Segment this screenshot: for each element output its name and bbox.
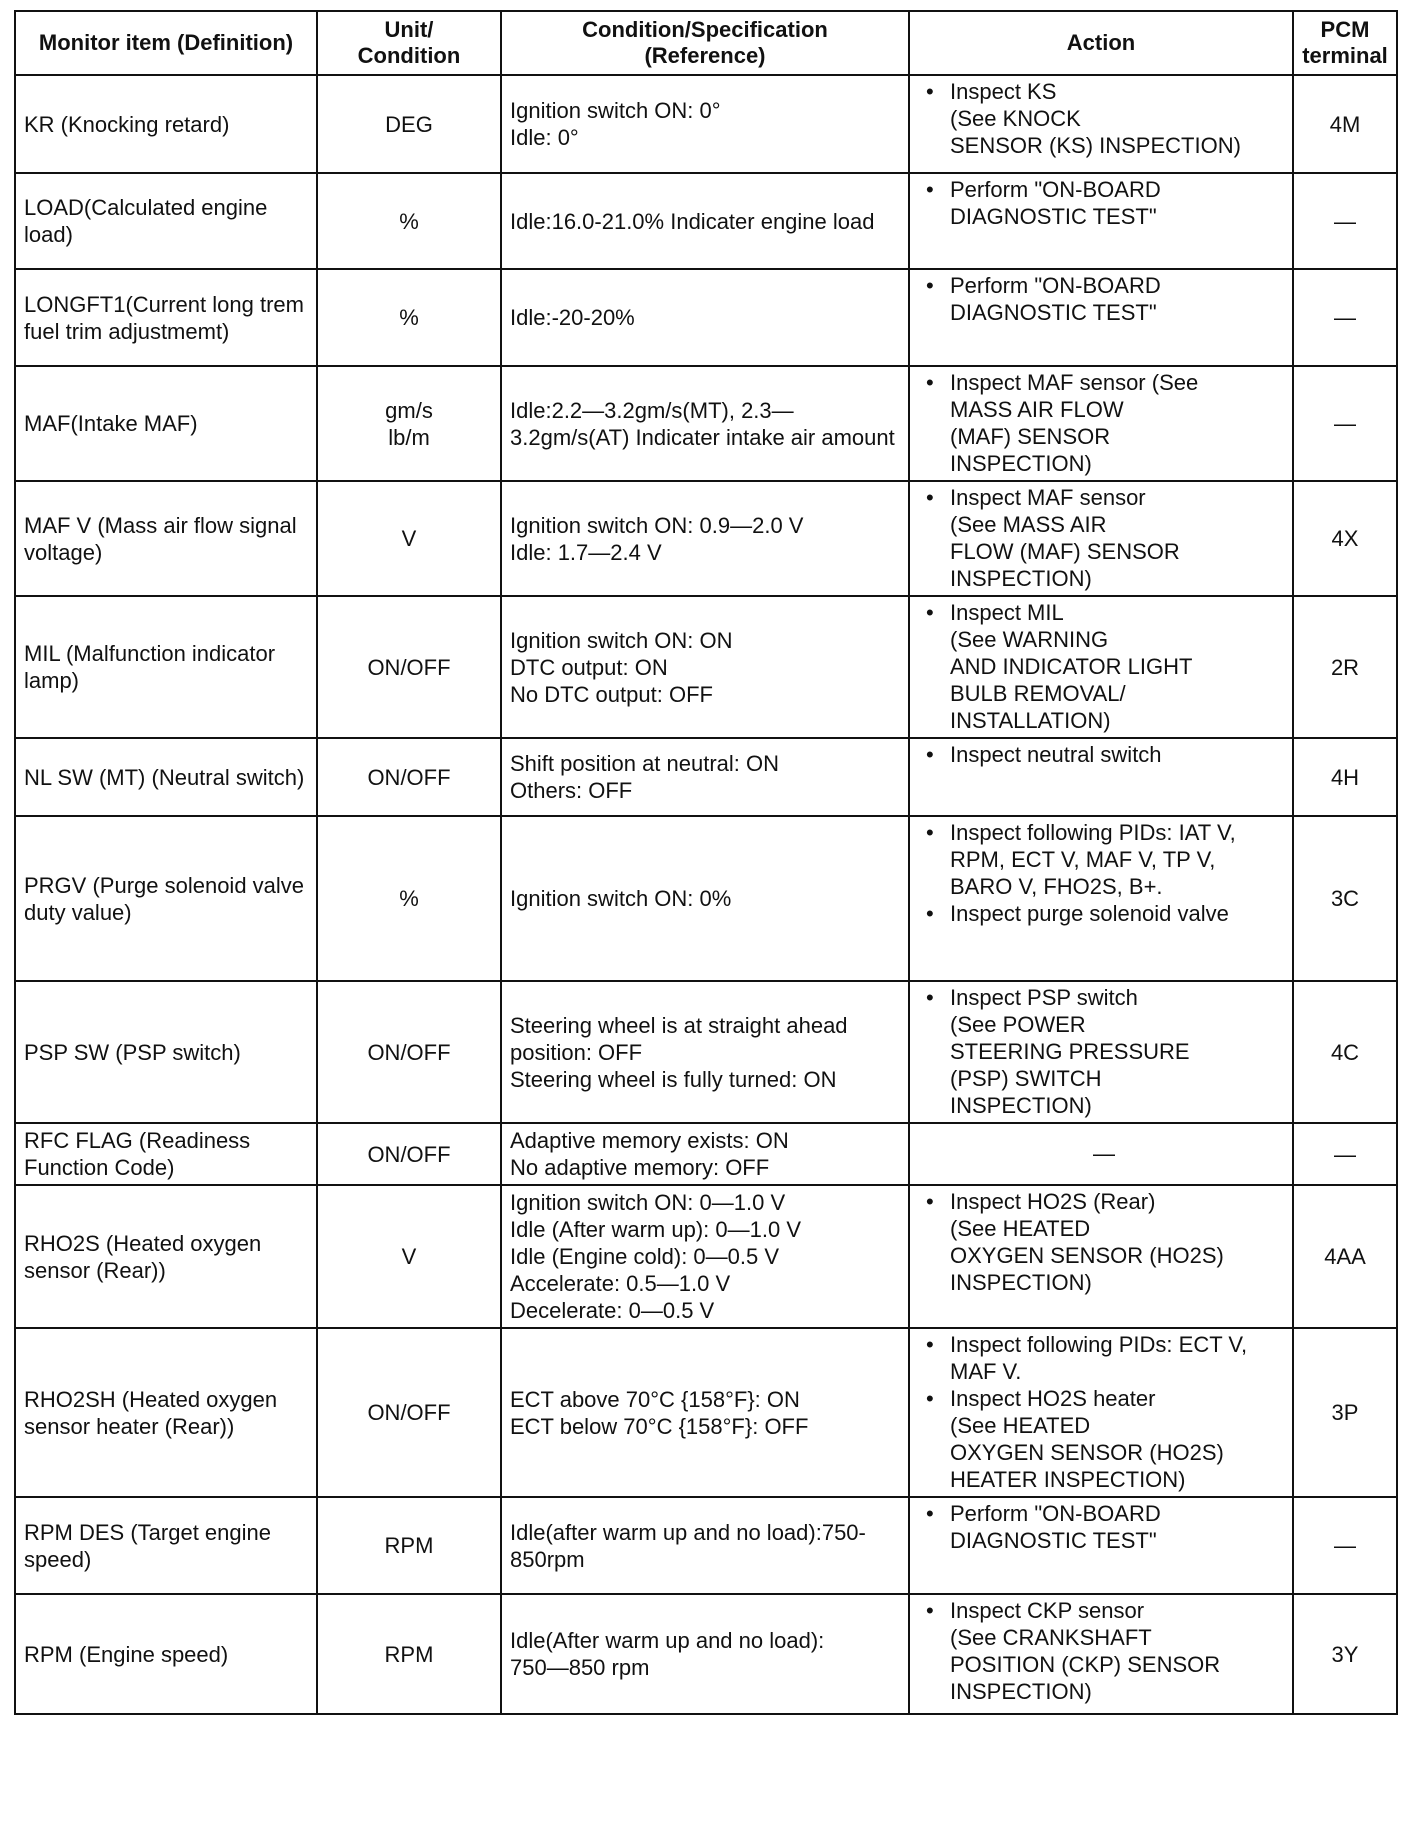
condition-cell: Ignition switch ON: 0° Idle: 0°	[501, 75, 909, 173]
action-cell	[909, 816, 1293, 981]
action-cell	[909, 1185, 1293, 1328]
condition-cell: Idle(After warm up and no load): 750—850 rpm	[501, 1594, 909, 1714]
monitor-item-cell: LONGFT1(Current long trem fuel trim adjustmemt)	[15, 269, 317, 366]
action-list	[924, 369, 1284, 477]
unit-cell: %	[317, 269, 501, 366]
action-list	[924, 272, 1284, 326]
condition-cell: Idle:2.2—3.2gm/s(MT), 2.3—3.2gm/s(AT) Indicater intake air amount	[501, 366, 909, 481]
header-unit-condition: Unit/ Condition	[317, 11, 501, 75]
table-row	[15, 269, 1397, 366]
pcm-terminal-cell: —	[1293, 1497, 1397, 1594]
table-row	[15, 738, 1397, 816]
action-cell	[909, 738, 1293, 816]
pcm-terminal-cell: 2R	[1293, 596, 1397, 738]
condition-cell: ECT above 70°C {158°F}: ON ECT below 70°C {158°F}: OFF	[501, 1328, 909, 1497]
monitor-item-cell: MAF(Intake MAF)	[15, 366, 317, 481]
action-list	[924, 1188, 1284, 1296]
table-row	[15, 596, 1397, 738]
unit-cell: DEG	[317, 75, 501, 173]
action-list-item: • Inspect purge solenoid valve	[924, 900, 1284, 927]
action-cell	[909, 981, 1293, 1123]
action-list-item: • Inspect MIL (See WARNING AND INDICATOR LIGHT BULB REMOVAL/ INSTALLATION)	[924, 599, 1284, 734]
monitor-item-cell: RPM (Engine speed)	[15, 1594, 317, 1714]
pcm-terminal-cell: 3P	[1293, 1328, 1397, 1497]
pcm-terminal-cell: 4X	[1293, 481, 1397, 596]
unit-cell: ON/OFF	[317, 1328, 501, 1497]
pcm-terminal-cell: 4C	[1293, 981, 1397, 1123]
action-list	[924, 176, 1284, 230]
condition-cell: Idle:-20-20%	[501, 269, 909, 366]
action-list	[924, 1331, 1284, 1493]
action-list-item: • Inspect following PIDs: ECT V, MAF V.	[924, 1331, 1284, 1385]
table-row	[15, 1185, 1397, 1328]
header-condition-specification: Condition/Specification (Reference)	[501, 11, 909, 75]
pcm-terminal-cell: —	[1293, 1123, 1397, 1185]
action-list-item: • Inspect HO2S (Rear) (See HEATED OXYGEN SENSOR (HO2S) INSPECTION)	[924, 1188, 1284, 1296]
monitor-item-cell: RPM DES (Target engine speed)	[15, 1497, 317, 1594]
action-list	[924, 599, 1284, 734]
unit-cell: V	[317, 1185, 501, 1328]
table-row	[15, 481, 1397, 596]
table-header-row	[15, 11, 1397, 75]
action-list-item: • Inspect MAF sensor (See MASS AIR FLOW (MAF) SENSOR INSPECTION)	[924, 484, 1284, 592]
action-cell	[909, 75, 1293, 173]
condition-cell: Ignition switch ON: 0—1.0 V Idle (After warm up): 0—1.0 V Idle (Engine cold): 0—0.5 V Accelerate: 0.5—1.0 V Decelerate: 0—0.5 V	[501, 1185, 909, 1328]
monitor-item-cell: KR (Knocking retard)	[15, 75, 317, 173]
action-list-item: • Perform "ON-BOARD DIAGNOSTIC TEST"	[924, 272, 1284, 326]
pcm-terminal-cell: 4AA	[1293, 1185, 1397, 1328]
table-row	[15, 173, 1397, 269]
table-row	[15, 1497, 1397, 1594]
monitor-item-cell: MIL (Malfunction indicator lamp)	[15, 596, 317, 738]
header-pcm-terminal: PCM terminal	[1293, 11, 1397, 75]
condition-cell: Shift position at neutral: ON Others: OFF	[501, 738, 909, 816]
condition-cell: Idle(after warm up and no load):750-850rpm	[501, 1497, 909, 1594]
action-list-item: • Perform "ON-BOARD DIAGNOSTIC TEST"	[924, 176, 1284, 230]
condition-cell: Adaptive memory exists: ON No adaptive memory: OFF	[501, 1123, 909, 1185]
condition-cell: Ignition switch ON: 0.9—2.0 V Idle: 1.7—2.4 V	[501, 481, 909, 596]
monitor-item-cell: PRGV (Purge solenoid valve duty value)	[15, 816, 317, 981]
condition-cell: Ignition switch ON: ON DTC output: ON No DTC output: OFF	[501, 596, 909, 738]
action-cell	[909, 1594, 1293, 1714]
action-list-item: • Inspect CKP sensor (See CRANKSHAFT POSITION (CKP) SENSOR INSPECTION)	[924, 1597, 1284, 1705]
table-body	[15, 75, 1397, 1714]
unit-cell: ON/OFF	[317, 981, 501, 1123]
table-row	[15, 75, 1397, 173]
action-list	[924, 819, 1284, 927]
action-list	[924, 1500, 1284, 1554]
monitor-item-table	[14, 10, 1398, 1715]
action-cell	[909, 173, 1293, 269]
action-list	[924, 984, 1284, 1119]
pcm-terminal-cell: —	[1293, 173, 1397, 269]
unit-cell: %	[317, 816, 501, 981]
header-monitor-item: Monitor item (Definition)	[15, 11, 317, 75]
unit-cell: ON/OFF	[317, 1123, 501, 1185]
pcm-terminal-cell: 3Y	[1293, 1594, 1397, 1714]
action-list-item: • Perform "ON-BOARD DIAGNOSTIC TEST"	[924, 1500, 1284, 1554]
action-list-item: • Inspect HO2S heater (See HEATED OXYGEN SENSOR (HO2S) HEATER INSPECTION)	[924, 1385, 1284, 1493]
action-cell	[909, 366, 1293, 481]
pcm-terminal-cell: —	[1293, 269, 1397, 366]
monitor-item-cell: MAF V (Mass air flow signal voltage)	[15, 481, 317, 596]
table-row	[15, 981, 1397, 1123]
unit-cell: gm/s lb/m	[317, 366, 501, 481]
action-cell	[909, 596, 1293, 738]
table-row	[15, 1328, 1397, 1497]
pcm-terminal-cell: 3C	[1293, 816, 1397, 981]
monitor-item-cell: NL SW (MT) (Neutral switch)	[15, 738, 317, 816]
unit-cell: %	[317, 173, 501, 269]
action-cell	[909, 269, 1293, 366]
action-cell	[909, 481, 1293, 596]
action-list-item: • Inspect KS (See KNOCK SENSOR (KS) INSPECTION)	[924, 78, 1284, 159]
condition-cell: Steering wheel is at straight ahead position: OFF Steering wheel is fully turned: ON	[501, 981, 909, 1123]
table-row	[15, 816, 1397, 981]
unit-cell: V	[317, 481, 501, 596]
unit-cell: RPM	[317, 1497, 501, 1594]
condition-cell: Idle:16.0-21.0% Indicater engine load	[501, 173, 909, 269]
action-list-item: • Inspect neutral switch	[924, 741, 1284, 768]
action-list-item: • Inspect following PIDs: IAT V, RPM, ECT V, MAF V, TP V, BARO V, FHO2S, B+.	[924, 819, 1284, 900]
monitor-item-cell: RHO2S (Heated oxygen sensor (Rear))	[15, 1185, 317, 1328]
action-cell	[909, 1328, 1293, 1497]
unit-cell: ON/OFF	[317, 738, 501, 816]
table-row	[15, 366, 1397, 481]
monitor-item-cell: RHO2SH (Heated oxygen sensor heater (Rear))	[15, 1328, 317, 1497]
action-list	[924, 741, 1284, 768]
action-list-item: • Inspect MAF sensor (See MASS AIR FLOW (MAF) SENSOR INSPECTION)	[924, 369, 1284, 477]
action-list	[924, 1597, 1284, 1705]
pcm-terminal-cell: 4H	[1293, 738, 1397, 816]
table-row	[15, 1594, 1397, 1714]
monitor-item-cell: RFC FLAG (Readiness Function Code)	[15, 1123, 317, 1185]
pcm-terminal-cell: 4M	[1293, 75, 1397, 173]
action-cell	[909, 1497, 1293, 1594]
table-row	[15, 1123, 1397, 1185]
unit-cell: RPM	[317, 1594, 501, 1714]
condition-cell: Ignition switch ON: 0%	[501, 816, 909, 981]
action-list	[924, 484, 1284, 592]
monitor-item-cell: PSP SW (PSP switch)	[15, 981, 317, 1123]
header-action: Action	[909, 11, 1293, 75]
action-list-item: • Inspect PSP switch (See POWER STEERING PRESSURE (PSP) SWITCH INSPECTION)	[924, 984, 1284, 1119]
action-list	[924, 78, 1284, 159]
pcm-terminal-cell: —	[1293, 366, 1397, 481]
action-cell: —	[909, 1123, 1293, 1185]
monitor-item-cell: LOAD(Calculated engine load)	[15, 173, 317, 269]
unit-cell: ON/OFF	[317, 596, 501, 738]
